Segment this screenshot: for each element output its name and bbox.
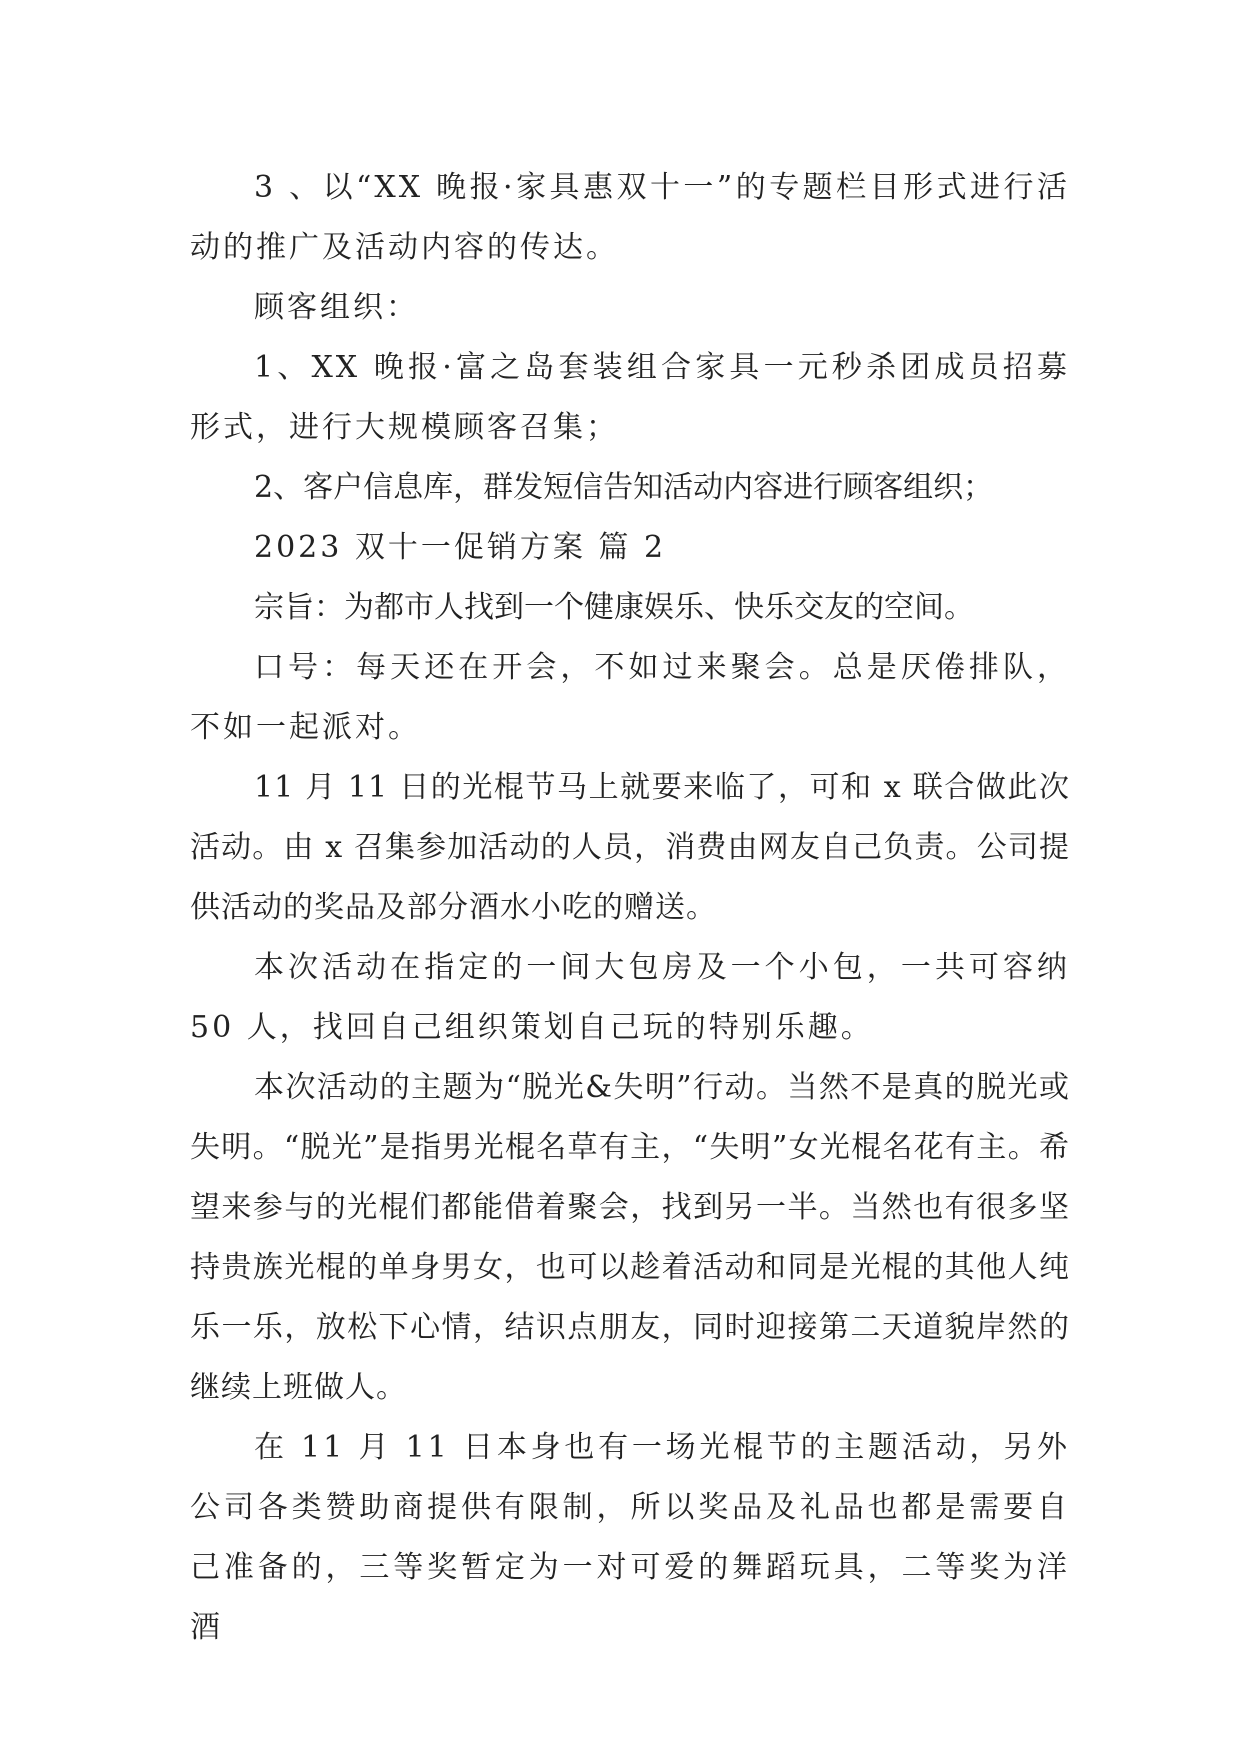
paragraph-recruitment: 1、XX 晚报·富之岛套装组合家具一元秒杀团成员招募形式，进行大规模顾客召集； [190, 350, 1070, 445]
paragraph-venue: 本次活动在指定的一间大包房及一个小包，一共可容纳 50 人，找回自己组织策划自己玩的特别乐趣。 [190, 950, 1070, 1045]
paragraph-sms-database: 2、客户信息库，群发短信告知活动内容进行顾客组织； [254, 470, 994, 505]
paragraph-theme: 本次活动的主题为“脱光&失明”行动。当然不是真的脱光或失明。“脱光”是指男光棍名草有主，“失明”女光棍名花有主。希望来参与的光棍们都能借着聚会，找到另一半。当然也有很多坚持贵族光棍的单身男女，也可以趁着活动和同是光棍的其他人纯乐一乐，放松下心情，结识点朋友，同时迎接第二天道貌岸然的继续上班做人。 [190, 1070, 1070, 1405]
paragraph-event-intro: 11 月 11 日的光棍节马上就要来临了，可和 x 联合做此次活动。由 x 召集参加活动的人员，消费由网友自己负责。公司提供活动的奖品及部分酒水小吃的赠送。 [190, 770, 1070, 925]
paragraph-slogan: 口号：每天还在开会，不如过来聚会。总是厌倦排队，不如一起派对。 [190, 650, 1070, 745]
section-heading-plan-2: 2023 双十一促销方案 篇 2 [254, 530, 667, 565]
paragraph-prizes: 在 11 月 11 日本身也有一场光棍节的主题活动，另外公司各类赞助商提供有限制，所以奖品及礼品也都是需要自己准备的，三等奖暂定为一对可爱的舞蹈玩具，二等奖为洋酒 [190, 1430, 1070, 1645]
document-body [190, 158, 1070, 1658]
paragraph-customer-organization-heading: 顾客组织： [254, 290, 419, 325]
paragraph-purpose: 宗旨：为都市人找到一个健康娱乐、快乐交友的空间。 [254, 590, 974, 625]
paragraph-promotion-column: 3 、以“XX 晚报·家具惠双十一”的专题栏目形式进行活动的推广及活动内容的传达。 [190, 170, 1070, 265]
